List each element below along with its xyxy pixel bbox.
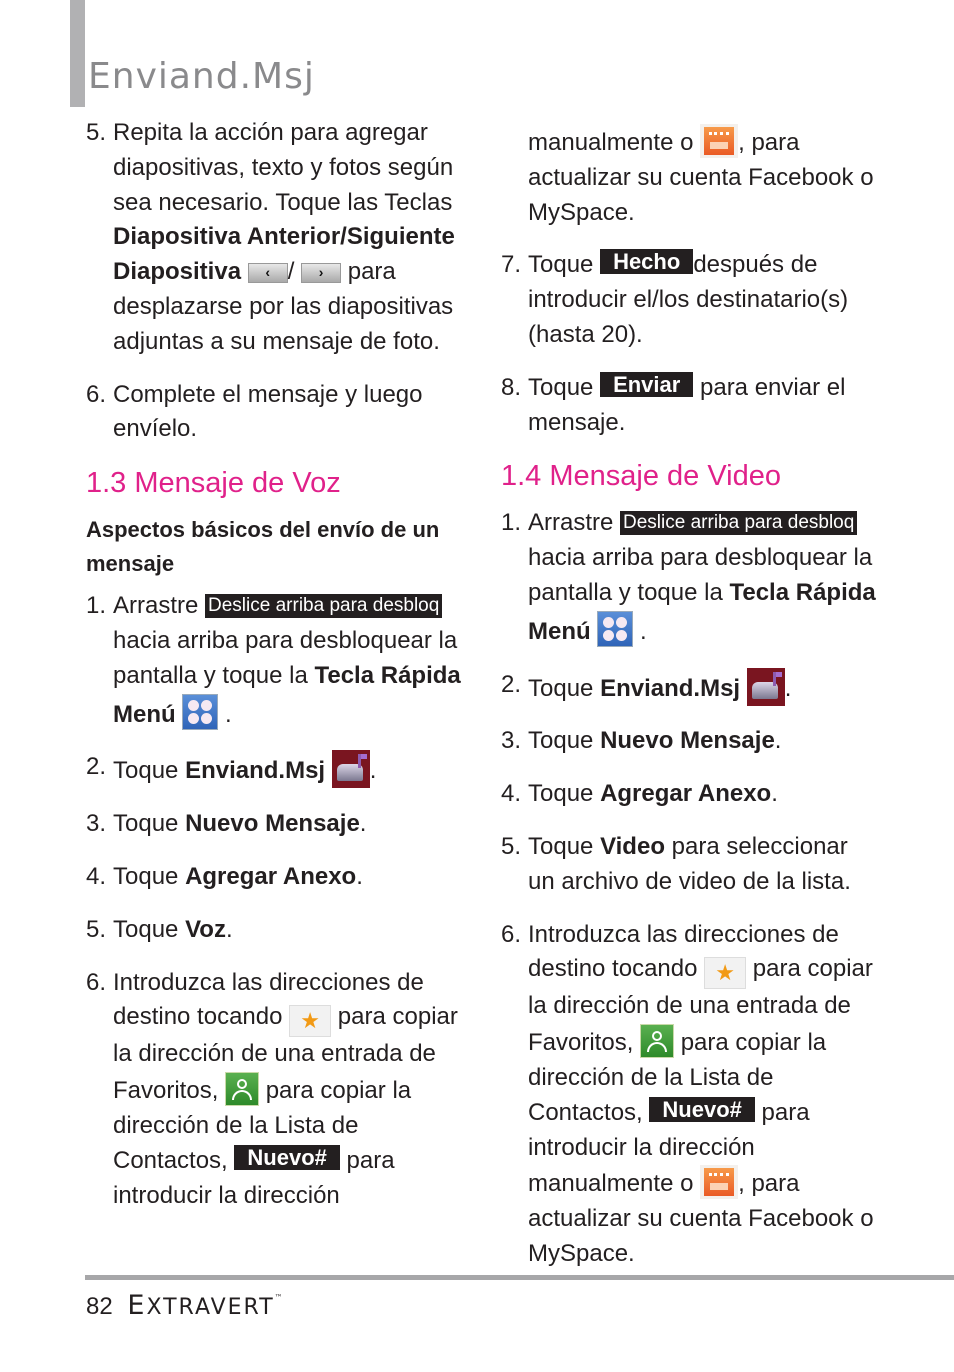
list-item: 1. Arrastre Deslice arriba para desbloq hacia arriba para desbloquear la pantalla y toque la Tecla Rápida Menú .: [86, 592, 461, 728]
list-item-continued: manualmente o , para actualizar su cuenta Facebook o MySpace.: [501, 124, 881, 230]
page-title: Enviand.Msj: [88, 56, 315, 98]
list-item: 6. Introduzca las direcciones de destino tocando ★ para copiar la dirección de una entrada de Favoritos, para copiar la dirección de la Lista de Contactos, Nuevo# para introducir la dirección manualmente o , para actualizar su cuenta Facebook o MySpace.: [501, 920, 874, 1267]
list-item: 5. Toque Video para seleccionar un archivo de video de la lista.: [501, 832, 851, 895]
menu-grid-icon: [597, 611, 633, 647]
new-number-button: Nuevo#: [234, 1145, 339, 1170]
mailbox-icon: [747, 668, 785, 706]
page-footer: [86, 1290, 285, 1321]
header-accent-bar: [70, 0, 85, 107]
left-column: [86, 116, 466, 1231]
unlock-slider-label: Deslice arriba para desbloq: [205, 594, 442, 618]
list-item: 3. Toque Nuevo Mensaje.: [86, 810, 367, 838]
list-item: 3. Toque Nuevo Mensaje.: [501, 727, 782, 755]
social-network-icon: [700, 1165, 738, 1199]
list-item: 4. Toque Agregar Anexo.: [501, 780, 778, 808]
contact-icon: [225, 1072, 259, 1106]
done-button: Hecho: [600, 249, 693, 274]
footer-divider: [85, 1275, 954, 1280]
list-item: 4. Toque Agregar Anexo.: [86, 862, 363, 890]
social-network-icon: [700, 124, 738, 158]
page-number: 82: [86, 1293, 113, 1320]
subheading: Aspectos básicos del envío de un mensaje: [86, 517, 440, 577]
star-favorites-icon: ★: [704, 957, 746, 989]
previous-slide-icon: ‹: [248, 263, 288, 283]
list-item: 8. Toque Enviar para enviar el mensaje.: [501, 371, 846, 436]
star-favorites-icon: ★: [289, 1005, 331, 1037]
list-item: 6. Complete el mensaje y luego envíelo.: [86, 380, 423, 443]
next-slide-icon: ›: [301, 263, 341, 283]
list-item: 1. Arrastre Deslice arriba para desbloq hacia arriba para desbloquear la pantalla y toque la Tecla Rápida Menú .: [501, 509, 876, 645]
list-item: 5. Toque Voz.: [86, 915, 233, 943]
list-item: 6. Introduzca las direcciones de destino tocando ★ para copiar la dirección de una entrada de Favoritos, para copiar la dirección de la Lista de Contactos, Nuevo# para introducir la dirección: [86, 968, 458, 1209]
list-item: 5. Repita la acción para agregar diapositivas, texto y fotos según sea necesario. Toque las Teclas Diapositiva Anterior/Siguiente Diapositiva ‹ / › para desplazarse por las diapositivas adjuntas a su mensaje de foto.: [86, 119, 455, 355]
section-title: 1.3 Mensaje de Voz: [86, 467, 341, 500]
contact-icon: [640, 1024, 674, 1058]
new-number-button: Nuevo#: [649, 1097, 754, 1122]
send-button: Enviar: [600, 372, 693, 397]
right-column: [501, 124, 881, 1290]
unlock-slider-label: Deslice arriba para desbloq: [620, 511, 857, 535]
brand-name: EXTRAVERT™: [127, 1290, 285, 1321]
mailbox-icon: [332, 750, 370, 788]
list-item: 7. Toque Hecho después de introducir el/los destinatario(s) (hasta 20).: [501, 249, 849, 348]
list-item: 2. Toque Enviand.Msj .: [501, 668, 881, 707]
list-item: 2. Toque Enviand.Msj .: [86, 750, 466, 789]
section-title: 1.4 Mensaje de Video: [501, 460, 782, 493]
menu-grid-icon: [182, 694, 218, 730]
